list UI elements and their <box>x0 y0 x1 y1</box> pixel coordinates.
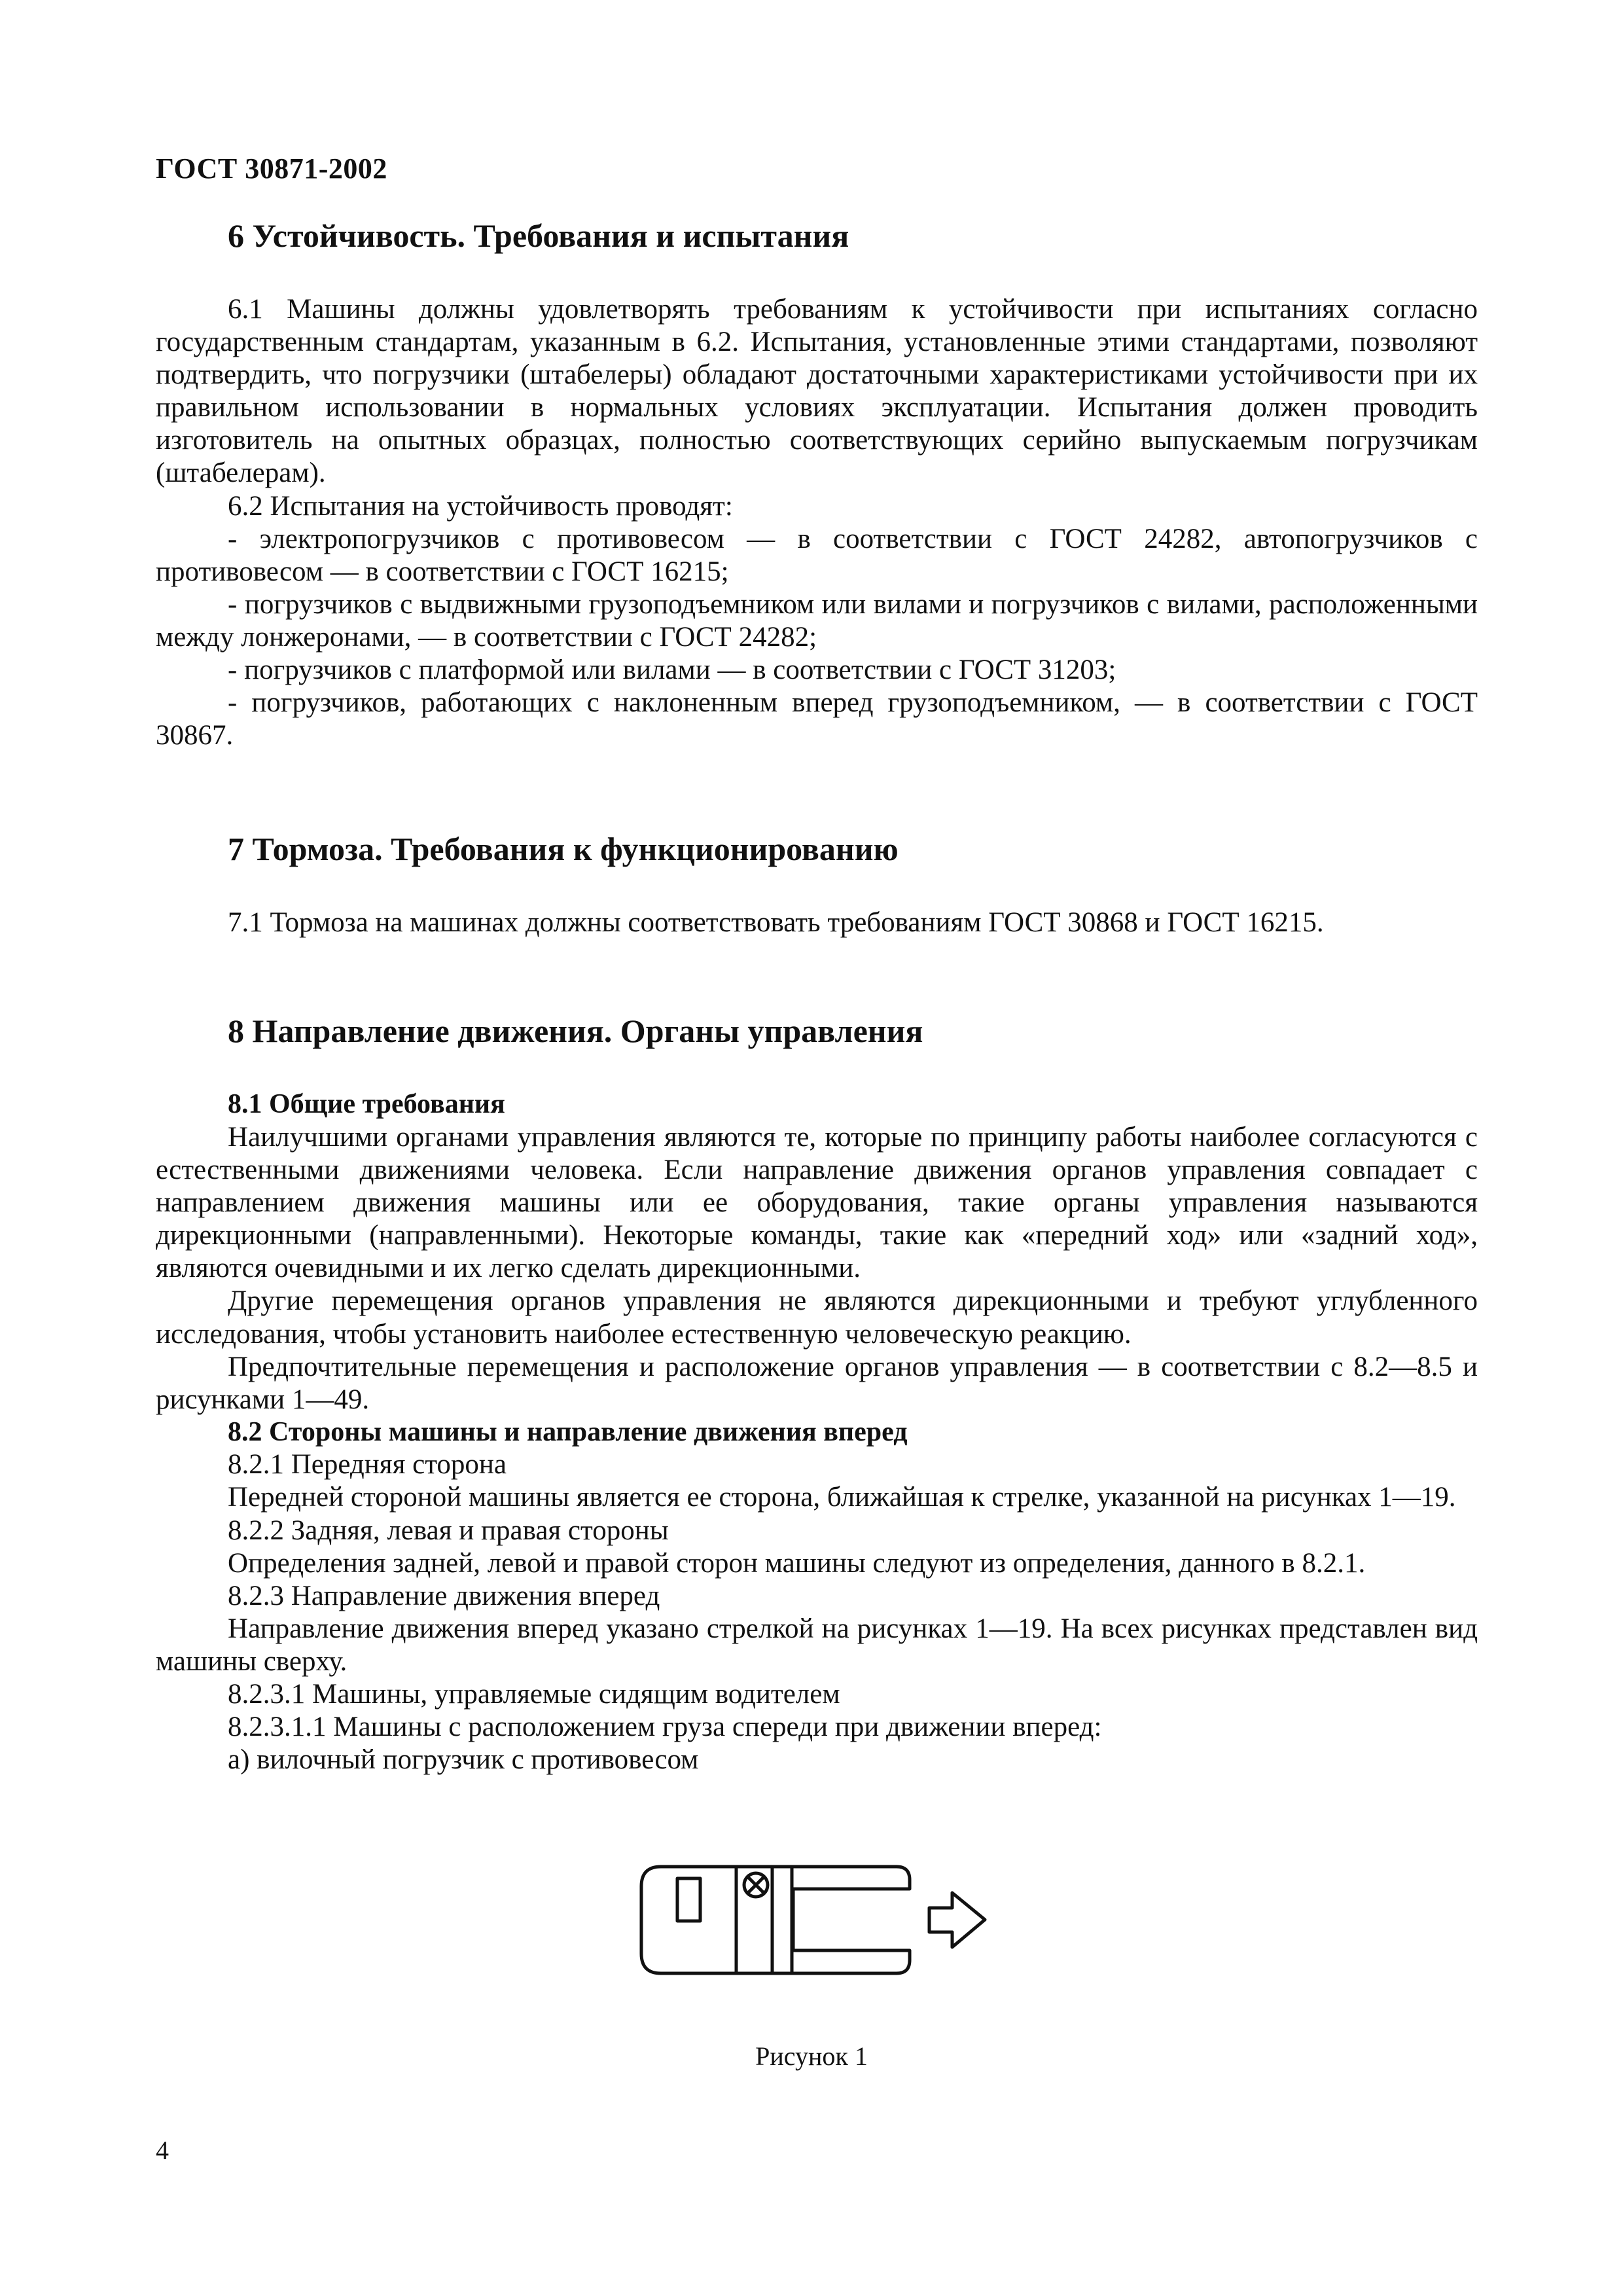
list-item-a: а) вилочный погрузчик с противовесом <box>228 1744 699 1776</box>
list-item: - электропогрузчиков с противовесом — в соответствии с ГОСТ 24282, автопогрузчиков с противовесом — в соответствии с ГОСТ 16215; <box>156 523 1478 587</box>
clause-8-2-3-1-1-title: 8.2.3.1.1 Машины с расположением груза спереди при движении вперед: <box>228 1712 1102 1743</box>
section-7-heading: 7 Тормоза. Требования к функционированию <box>228 831 899 868</box>
subsection-8-1-heading: 8.1 Общие требования <box>228 1089 505 1120</box>
clause-8-2-2-text: Определения задней, левой и правой сторон машины следуют из определения, данного в 8.2.1. <box>228 1547 1366 1579</box>
paragraph-8-1-b: Другие перемещения органов управления не являются дирекционными и требуют углубленного исследования, чтобы установить наиболее естественную человеческую реакцию. <box>156 1285 1478 1350</box>
figure-caption: Рисунок 1 <box>755 2041 868 2071</box>
clause-8-2-3-1-title: 8.2.3.1 Машины, управляемые сидящим водителем <box>228 1679 840 1710</box>
clause-8-2-1-text: Передней стороной машины является ее сторона, ближайшая к стрелке, указанной на рисунках 1—19. <box>228 1482 1456 1513</box>
clause-8-2-3-text: Направление движения вперед указано стрелкой на рисунках 1—19. На всех рисунках представлен вид машины сверху. <box>156 1613 1478 1677</box>
document-code-header: ГОСТ 30871-2002 <box>156 152 387 185</box>
subsection-8-2-heading: 8.2 Стороны машины и направление движения вперед <box>228 1416 908 1447</box>
page-number: 4 <box>156 2136 169 2165</box>
seat-icon <box>677 1878 700 1921</box>
section-8-heading: 8 Направление движения. Органы управления <box>228 1013 923 1050</box>
page-content <box>156 216 1478 1776</box>
paragraph-7-1: 7.1 Тормоза на машинах должны соответствовать требованиям ГОСТ 30868 и ГОСТ 16215. <box>228 907 1324 939</box>
section-6-heading: 6 Устойчивость. Требования и испытания <box>228 217 849 254</box>
paragraph-8-1-a: Наилучшими органами управления являются те, которые по принципу работы наиболее согласуются с естественными движениями человека. Если направление движения органов управления совпадает с направлением движения машины или ее оборудования, такие органы управления называются дирекционными (направленными). Некоторые команды, такие как «передний ход» или «задний ход», являются очевидными и их легко сделать дирекционными. <box>156 1121 1478 1284</box>
list-item: - погрузчиков, работающих с наклоненным вперед грузоподъемником, — в соответствии с ГОСТ 30867. <box>156 687 1478 751</box>
clause-8-2-3-title: 8.2.3 Направление движения вперед <box>228 1580 660 1611</box>
list-item: - погрузчиков с платформой или вилами — в соответствии с ГОСТ 31203; <box>228 655 1116 686</box>
paragraph-6-1: 6.1 Машины должны удовлетворять требованиям к устойчивости при испытаниях согласно государственным стандартам, указанным в 6.2. Испытания, установленные этими стандартами, позволяют подтвердить, что погрузчики (штабелеры) обладают достаточными характеристиками устойчивости при их правильном использовании в нормальных условиях эксплуатации. Испытания должен проводить изготовитель на опытных образцах, полностью соответствующих серийно выпускаемым погрузчикам (штабелерам). <box>156 294 1478 489</box>
clause-8-2-2-title: 8.2.2 Задняя, левая и правая стороны <box>228 1515 669 1546</box>
list-item: - погрузчиков с выдвижными грузоподъемником или вилами и погрузчиков с вилами, расположенными между лонжеронами, — в соответствии с ГОСТ 24282; <box>156 588 1478 653</box>
paragraph-8-1-c: Предпочтительные перемещения и расположение органов управления — в соответствии с 8.2—8.5 и рисунками 1—49. <box>156 1351 1478 1415</box>
forward-arrow-icon <box>929 1893 985 1947</box>
forklift-top-view-icon <box>628 1846 1008 2009</box>
clause-8-2-1-title: 8.2.1 Передняя сторона <box>228 1449 507 1480</box>
paragraph-6-2: 6.2 Испытания на устойчивость проводят: <box>228 490 733 522</box>
